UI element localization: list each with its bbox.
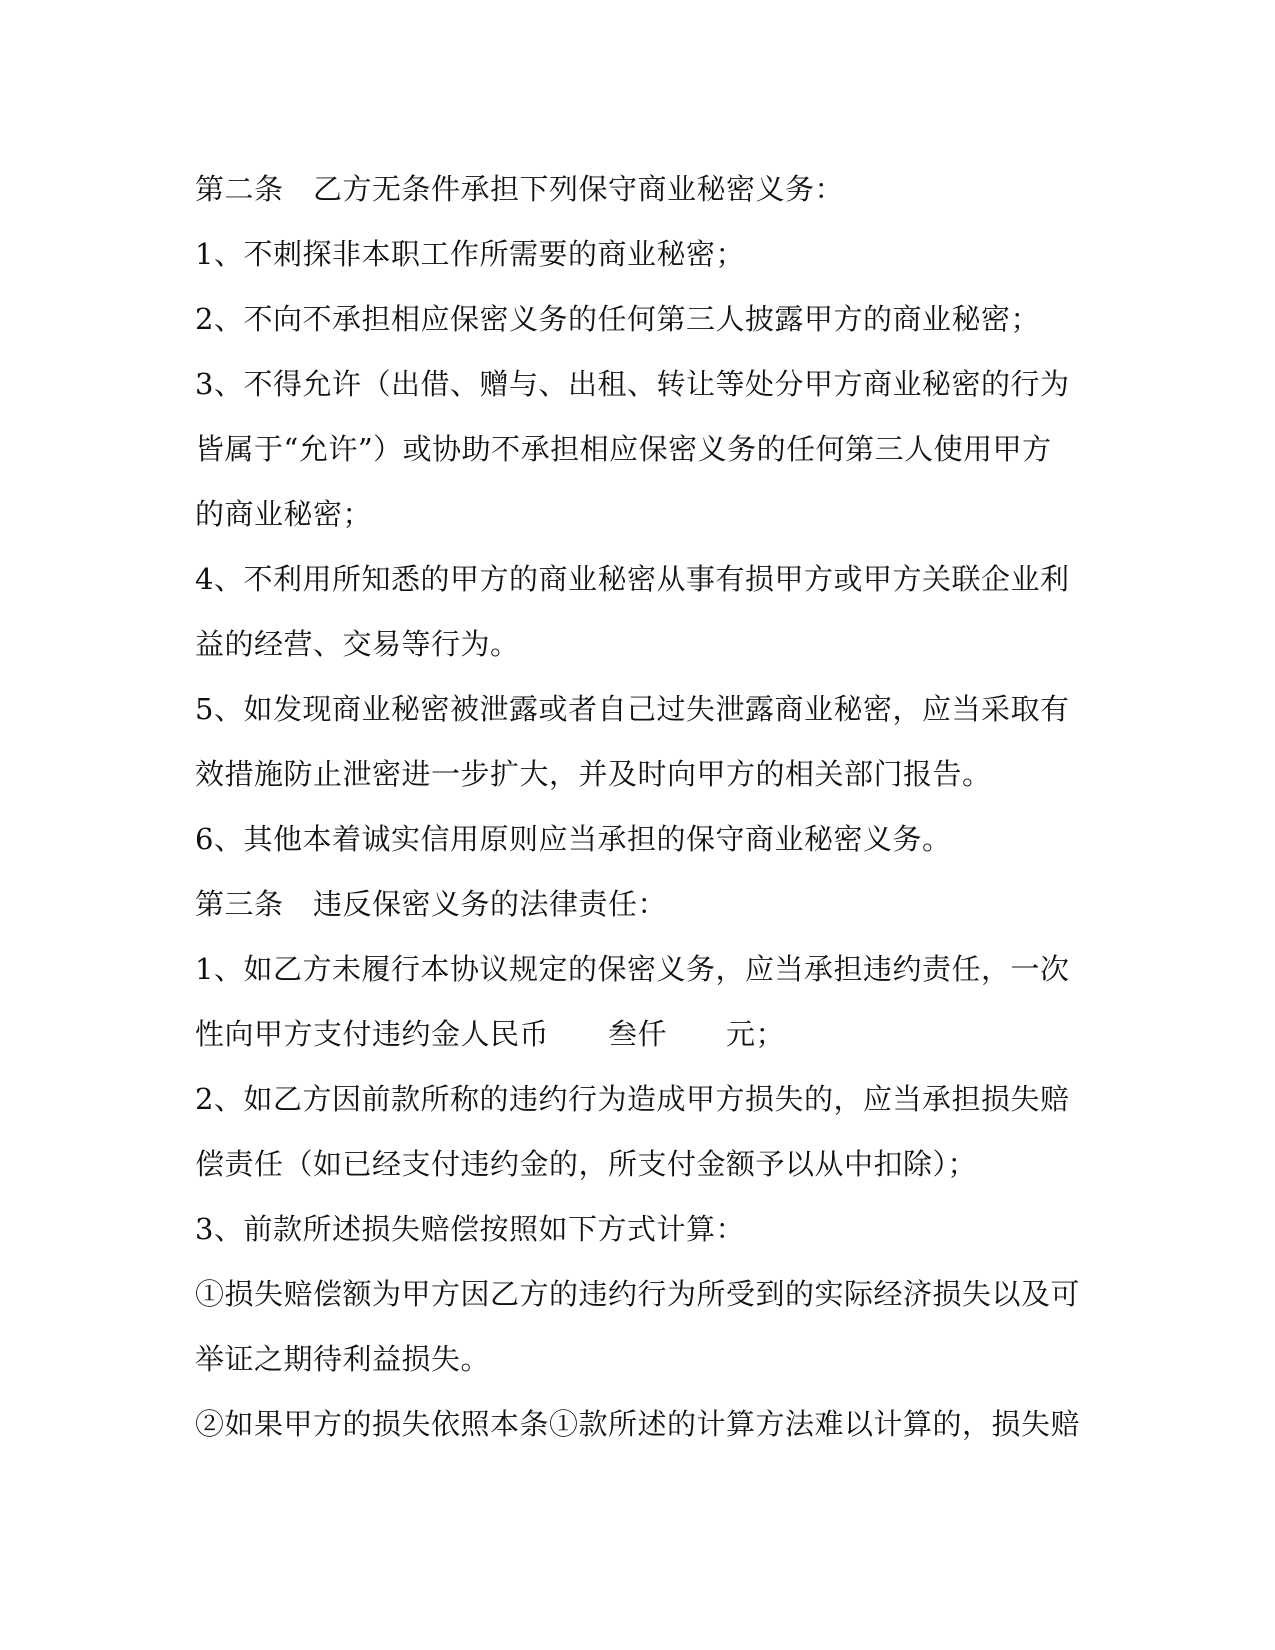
article-3-item-1: 1、如乙方未履行本协议规定的保密义务，应当承担违约责任，一次 [195,952,1070,986]
article-2-item-2: 2、不向不承担相应保密义务的任何第三人披露甲方的商业秘密； [195,302,1040,336]
article-3-item-3: 3、前款所述损失赔偿按照如下方式计算： [195,1212,745,1246]
article-3-heading: 第三条 违反保密义务的法律责任： [195,887,668,921]
article-2-item-4: 4、不利用所知悉的甲方的商业秘密从事有损甲方或甲方关联企业利 [195,562,1070,596]
article-2-item-4-cont: 益的经营、交易等行为。 [195,627,520,661]
article-2-item-1: 1、不刺探非本职工作所需要的商业秘密； [195,237,745,271]
article-3-item-3-sub-1: ①损失赔偿额为甲方因乙方的违约行为所受到的实际经济损失以及可 [195,1277,1081,1311]
article-2-item-3: 3、不得允许（出借、赠与、出租、转让等处分甲方商业秘密的行为 [195,367,1070,401]
article-2-item-5-cont: 效措施防止泄密进一步扩大，并及时向甲方的相关部门报告。 [195,757,992,791]
article-3-item-3-sub-2: ②如果甲方的损失依照本条①款所述的计算方法难以计算的，损失赔 [195,1407,1081,1441]
article-3-item-2-cont: 偿责任（如已经支付违约金的，所支付金额予以从中扣除）； [195,1147,978,1181]
article-3-item-2: 2、如乙方因前款所称的违约行为造成甲方损失的，应当承担损失赔 [195,1082,1070,1116]
article-2-item-3-cont: 皆属于“允许”）或协助不承担相应保密义务的任何第三人使用甲方 [195,432,1052,466]
article-3-item-3-sub-1-cont: 举证之期待利益损失。 [195,1342,491,1376]
article-2-item-3-cont: 的商业秘密； [195,497,373,531]
article-2-heading: 第二条 乙方无条件承担下列保守商业秘密义务： [195,172,845,206]
document-body [195,157,1095,1457]
article-3-item-1-cont: 性向甲方支付违约金人民币 叁仟 元； [195,1017,786,1051]
article-2-item-5: 5、如发现商业秘密被泄露或者自己过失泄露商业秘密，应当采取有 [195,692,1070,726]
article-2-item-6: 6、其他本着诚实信用原则应当承担的保守商业秘密义务。 [195,822,952,856]
